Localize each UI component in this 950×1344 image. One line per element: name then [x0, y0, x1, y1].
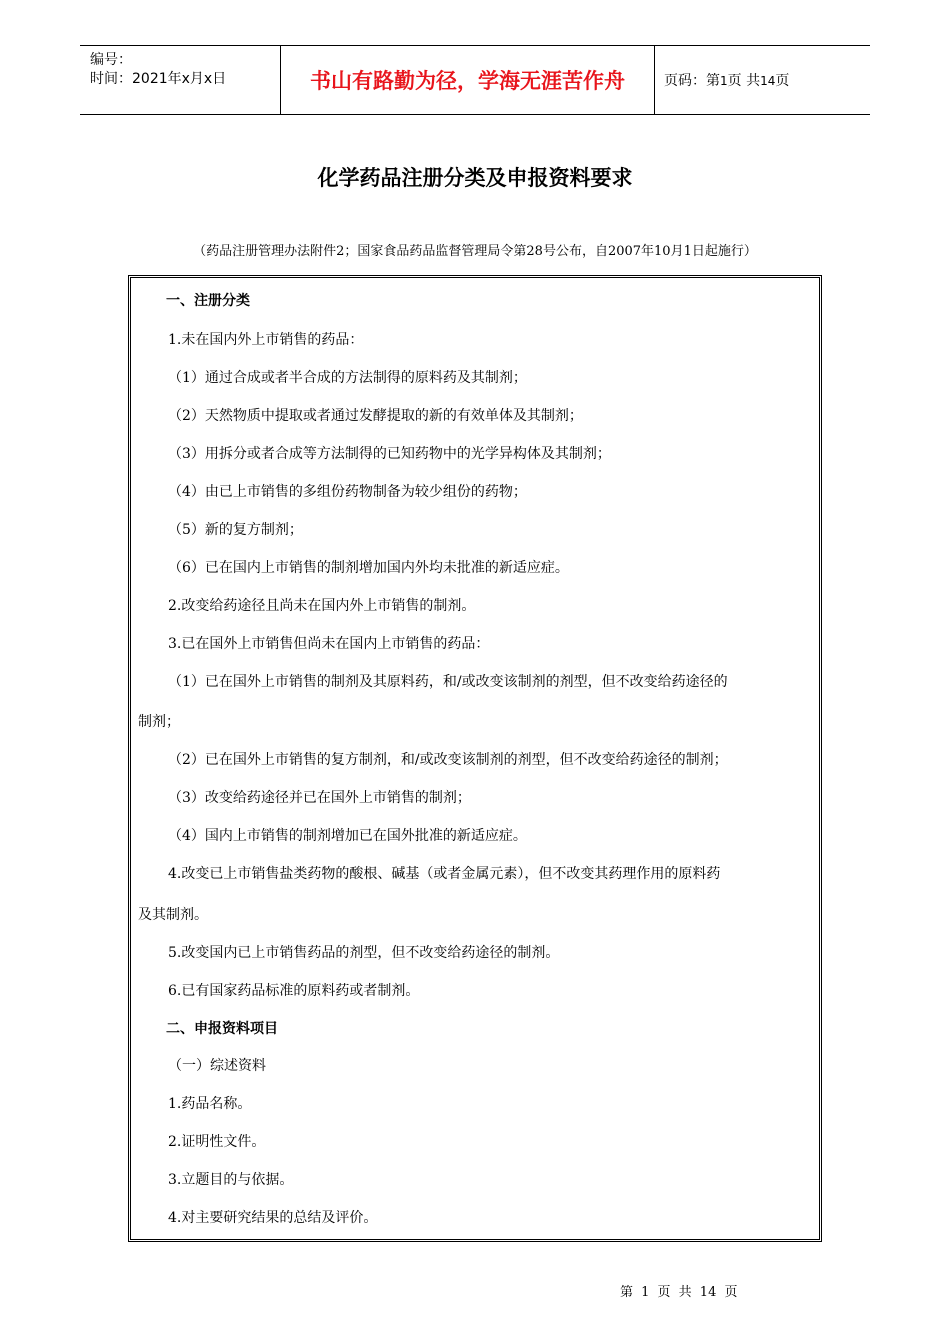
header-page-cell	[655, 46, 870, 114]
list-item: （2）天然物质中提取或者通过发酵提取的新的有效单体及其制剂；	[168, 408, 583, 424]
list-item: 4.对主要研究结果的总结及评价。	[168, 1210, 378, 1226]
section-heading-application: 二、申报资料项目	[166, 1021, 278, 1037]
list-item: （2）已在国外上市销售的复方制剂，和/或改变该制剂的剂型，但不改变给药途径的制剂；	[168, 752, 728, 768]
list-item: （4）国内上市销售的制剂增加已在国外批准的新适应症。	[168, 828, 527, 844]
time-label: 时间：2021年x月x日	[90, 71, 227, 87]
motto-text: 书山有路勤为径，学海无涯苦作舟	[310, 69, 625, 93]
header-meta-cell	[80, 46, 281, 114]
list-item: 3.立题目的与依据。	[168, 1172, 294, 1188]
list-item: （1）通过合成或者半合成的方法制得的原料药及其制剂；	[168, 370, 527, 386]
list-item: 1.药品名称。	[168, 1096, 252, 1112]
list-item: （1）已在国外上市销售的制剂及其原料药，和/或改变该制剂的剂型，但不改变给药途径的	[168, 674, 728, 690]
header-motto-cell	[281, 46, 655, 114]
number-label: 编号：	[90, 52, 132, 68]
list-item: 4.改变已上市销售盐类药物的酸根、碱基（或者金属元素），但不改变其药理作用的原料药	[168, 866, 721, 882]
page-indicator	[664, 70, 789, 90]
page-footer: 第 1 页 共 14 页	[620, 1285, 738, 1300]
list-item: （3）改变给药途径并已在国外上市销售的制剂；	[168, 790, 471, 806]
list-item: 3.已在国外上市销售但尚未在国内上市销售的药品：	[168, 636, 490, 652]
list-item: （一）综述资料	[168, 1058, 266, 1074]
page-suffix: 页	[775, 73, 790, 89]
list-item: （4）由已上市销售的多组份药物制备为较少组份的药物；	[168, 484, 527, 500]
list-item-continuation: 制剂；	[138, 714, 180, 730]
list-item: 1.未在国内外上市销售的药品：	[168, 332, 364, 348]
list-item: 2.证明性文件。	[168, 1134, 266, 1150]
list-item: 6.已有国家药品标准的原料药或者制剂。	[168, 983, 420, 999]
list-item: 2.改变给药途径且尚未在国内外上市销售的制剂。	[168, 598, 476, 614]
page-number: 1	[720, 74, 728, 88]
document-subtitle: （药品注册管理办法附件2；国家食品药品监督管理局令第28号公布，自2007年10月1日起施行）	[193, 244, 757, 259]
list-item: （5）新的复方制剂；	[168, 522, 303, 538]
section-heading-registration: 一、注册分类	[166, 293, 250, 309]
list-item: （3）用拆分或者合成等方法制得的已知药物中的光学异构体及其制剂；	[168, 446, 611, 462]
page-prefix: 页码：第	[664, 73, 720, 89]
document-title: 化学药品注册分类及申报资料要求	[317, 166, 633, 190]
list-item-continuation: 及其制剂。	[138, 907, 208, 923]
document-header	[80, 45, 870, 115]
page-mid: 页 共	[727, 73, 761, 89]
list-item: 5.改变国内已上市销售药品的剂型，但不改变给药途径的制剂。	[168, 945, 560, 961]
page-total: 14	[760, 74, 776, 88]
list-item: （6）已在国内上市销售的制剂增加国内外均未批准的新适应症。	[168, 560, 569, 576]
content-box	[128, 275, 822, 1242]
